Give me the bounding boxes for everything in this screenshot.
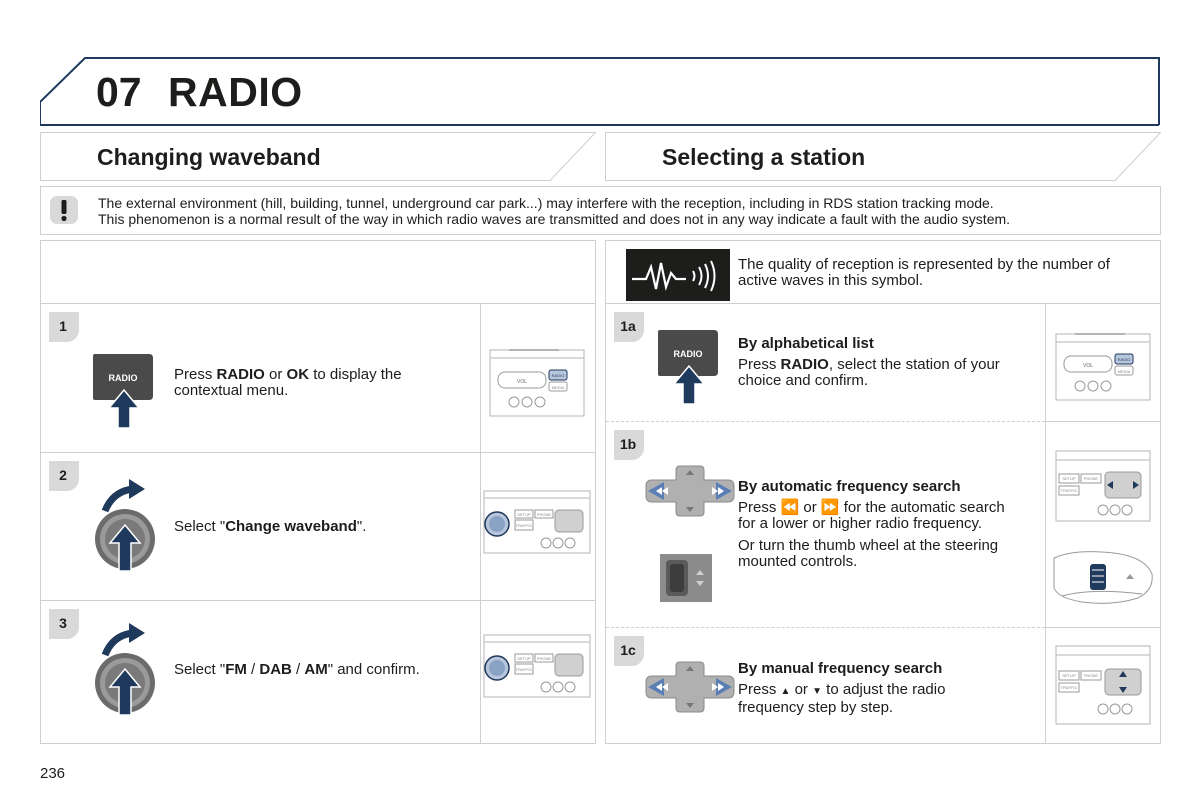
audio-panel-thumbnail: [483, 490, 591, 554]
section-header-changing-waveband: [40, 132, 596, 181]
media-label: MEDIA: [551, 385, 565, 390]
setup-label: SETUP: [517, 656, 531, 661]
step-3: [41, 601, 480, 743]
text-run: ".: [356, 518, 367, 535]
seek-forward-icon: ⏩: [820, 499, 840, 516]
left-steps-box: [40, 303, 596, 744]
text-run: " and confirm.: [327, 661, 420, 678]
warning-box: [40, 186, 1161, 235]
step-1c-text: [738, 660, 945, 716]
chapter-number: 07: [96, 69, 142, 115]
text-run: Select ": [174, 661, 226, 678]
warning-text: [98, 195, 1010, 227]
reception-quality-box: [605, 240, 1161, 304]
phone-label: PHONE: [536, 512, 552, 517]
seek-back-icon: ⏪: [780, 499, 800, 516]
text-bold: Change waveband: [225, 518, 357, 535]
reception-text: [738, 257, 1110, 289]
traffic-label: TRAFFIC: [515, 523, 533, 528]
text-run: /: [246, 661, 260, 678]
radio-button-icon: [656, 328, 722, 406]
thumb-wheel-icon: [660, 554, 712, 602]
step-1-text: [174, 367, 402, 399]
badge-label: 3: [59, 615, 67, 631]
text-bold: FM: [225, 661, 247, 678]
badge-label: 2: [59, 467, 67, 483]
left-blank-panel: [40, 240, 596, 303]
setup-label: SETUP: [517, 512, 531, 517]
text-run: /: [291, 661, 305, 678]
radio-label: RADIO: [551, 373, 565, 378]
step-1b: [606, 422, 1045, 627]
traffic-label: TRAFFIC: [1060, 685, 1078, 690]
step-badge: [49, 461, 83, 495]
radio-button-label: RADIO: [673, 349, 703, 359]
text-run: or: [264, 366, 287, 383]
text-bold: AM: [304, 661, 328, 678]
text-run: to adjust the radio: [822, 681, 946, 698]
arrow-up-icon: ▲: [780, 686, 791, 697]
text-run: choice and confirm.: [738, 372, 869, 389]
text-run: , select the station of your: [828, 356, 1000, 373]
text-bold: RADIO: [216, 366, 265, 383]
step-badge: [49, 312, 83, 346]
step-1: [41, 304, 480, 452]
warning-line: This phenomenon is a normal result of the way in which radio waves are transmitted and does not in any way indicate a fault with the audio system.: [98, 211, 1011, 227]
text-run: Press: [174, 366, 217, 383]
text-run: Select ": [174, 518, 226, 535]
vol-label: VOL: [516, 379, 528, 385]
text-run: contextual menu.: [174, 382, 289, 399]
audio-panel-thumbnail: [489, 344, 585, 418]
phone-label: PHONE: [536, 656, 552, 661]
text-run: Or turn the thumb wheel at the steering: [738, 537, 999, 554]
seek-pad-icon: [644, 660, 736, 714]
right-steps-box: [605, 303, 1161, 744]
chapter-title: RADIO: [168, 69, 303, 115]
step-1b-text: [738, 478, 1005, 570]
traffic-label: TRAFFIC: [1060, 488, 1078, 493]
step-badge: [614, 636, 648, 670]
exclamation-icon: [49, 195, 79, 225]
step-1a: [606, 304, 1045, 421]
text-run: mounted controls.: [738, 553, 858, 570]
reception-line: active waves in this symbol.: [738, 272, 924, 289]
rotary-knob-icon: [91, 621, 161, 717]
text-run: or: [799, 499, 821, 516]
radio-label: RADIO: [1117, 357, 1131, 362]
media-label: MEDIA: [1117, 369, 1131, 374]
phone-label: PHONE: [1083, 673, 1099, 678]
section-header-selecting-station: [605, 132, 1161, 181]
radio-button-icon: [91, 352, 157, 430]
traffic-label: TRAFFIC: [515, 667, 533, 672]
step-title: By alphabetical list: [738, 335, 874, 352]
step-2-text: [174, 519, 366, 535]
seek-pad-icon: [644, 464, 736, 518]
text-run: Press: [738, 499, 781, 516]
text-bold: OK: [286, 366, 310, 383]
setup-label: SETUP: [1062, 476, 1076, 481]
text-bold: DAB: [259, 661, 292, 678]
steering-control-thumbnail: [1052, 548, 1154, 608]
text-run: Press: [738, 681, 781, 698]
section-title: Changing waveband: [97, 144, 321, 170]
text-run: Press: [738, 356, 781, 373]
chapter-header: [40, 57, 1161, 127]
signal-waves-icon: [626, 249, 730, 301]
arrow-down-icon: ▼: [812, 686, 823, 697]
badge-label: 1a: [620, 318, 636, 334]
step-title: By manual frequency search: [738, 660, 943, 677]
vol-label: VOL: [1082, 363, 1094, 369]
section-title: Selecting a station: [662, 144, 866, 170]
audio-panel-thumbnail: [1055, 645, 1151, 725]
reception-line: The quality of reception is represented by the number of: [738, 256, 1110, 273]
text-run: to display the: [309, 366, 402, 383]
text-run: for the automatic search: [839, 499, 1005, 516]
step-1a-text: [738, 335, 1000, 389]
step-title: By automatic frequency search: [738, 478, 961, 495]
step-badge: [614, 430, 648, 464]
audio-panel-thumbnail: [1055, 328, 1151, 402]
step-badge: [614, 312, 648, 346]
audio-panel-thumbnail: [1055, 450, 1151, 522]
text-run: frequency step by step.: [738, 699, 894, 716]
step-3-text: [174, 662, 420, 678]
step-badge: [49, 609, 83, 643]
page-number: 236: [40, 765, 66, 782]
audio-panel-thumbnail: [483, 634, 591, 698]
badge-label: 1c: [620, 642, 636, 658]
text-bold: RADIO: [780, 356, 829, 373]
text-run: or: [790, 681, 813, 698]
step-2: [41, 453, 480, 600]
badge-label: 1: [59, 318, 67, 334]
badge-label: 1b: [619, 436, 637, 452]
radio-button-label: RADIO: [108, 373, 138, 383]
text-run: for a lower or higher radio frequency.: [738, 515, 983, 532]
phone-label: PHONE: [1083, 476, 1099, 481]
step-1c: [606, 628, 1045, 743]
rotary-knob-icon: [91, 477, 161, 573]
setup-label: SETUP: [1062, 673, 1076, 678]
warning-line: The external environment (hill, building, tunnel, underground car park...) may interfere with the reception, including in RDS station tracking mode.: [98, 195, 994, 211]
